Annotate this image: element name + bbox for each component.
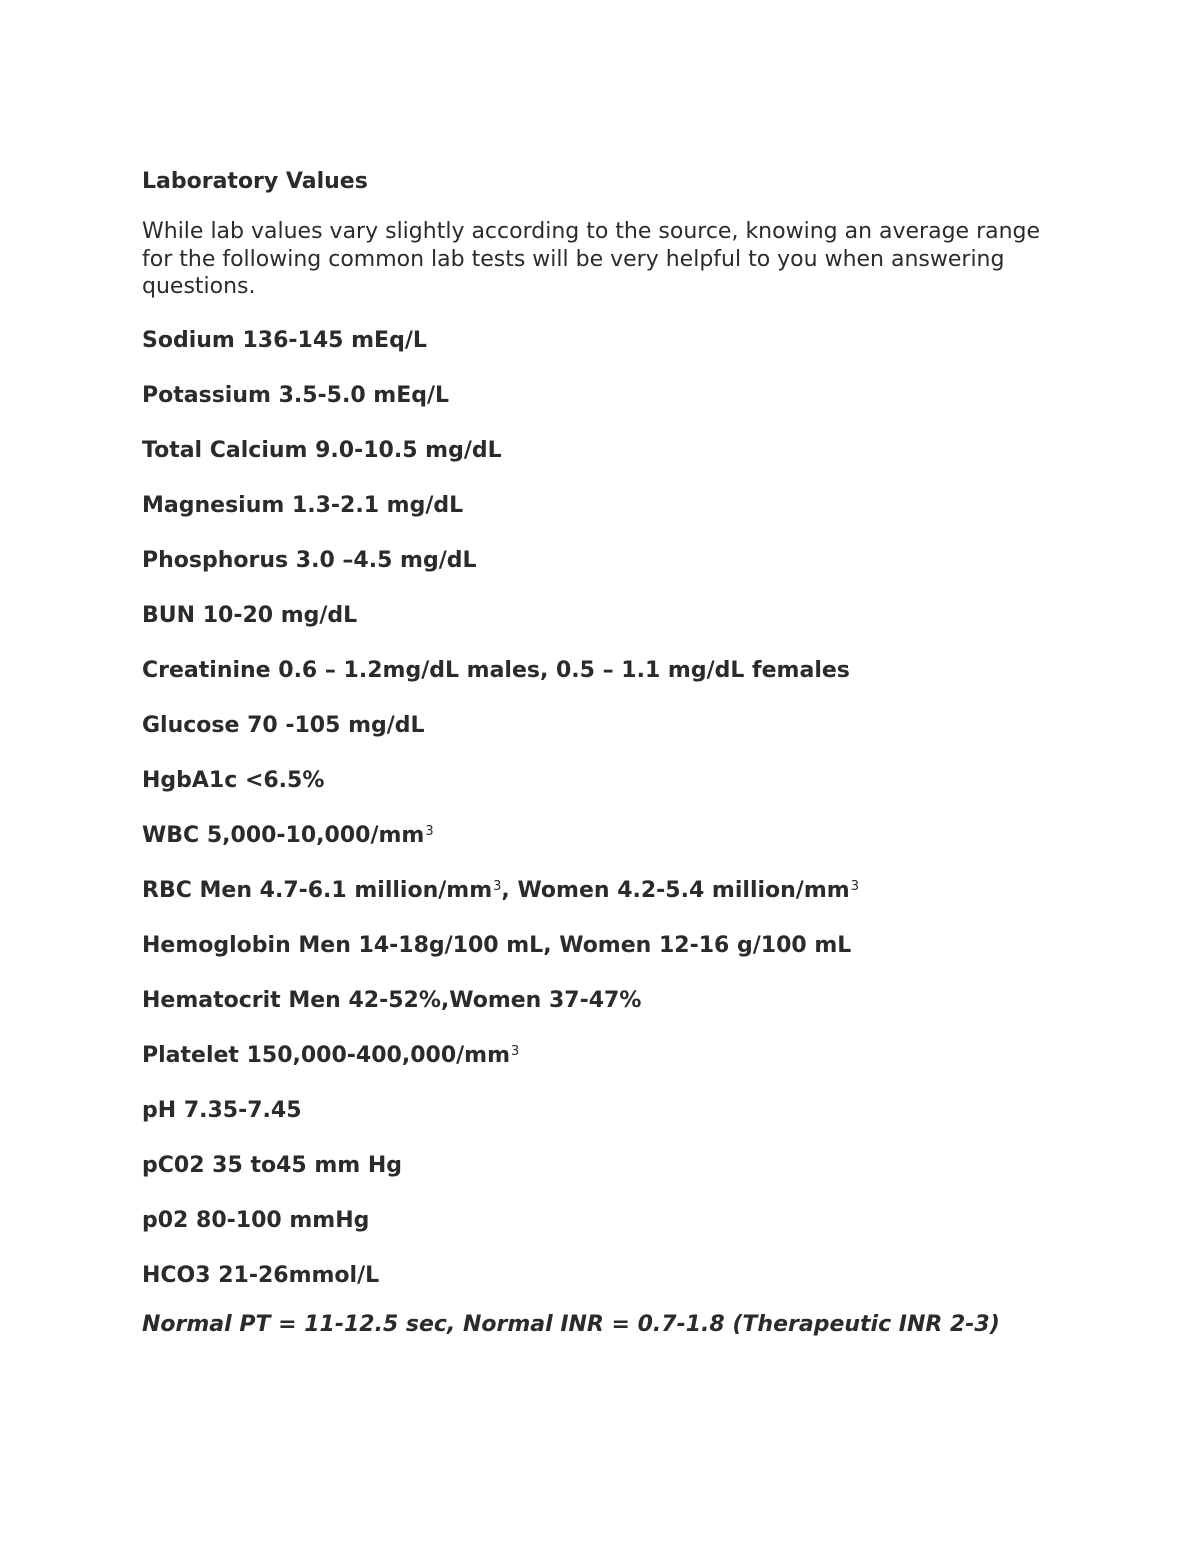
lab-value-calcium: Total Calcium 9.0-10.5 mg/dL	[142, 437, 502, 463]
lab-value-creatinine: Creatinine 0.6 – 1.2mg/dL males, 0.5 – 1.1 mg/dL females	[142, 657, 850, 683]
lab-value-hematocrit: Hematocrit Men 42-52%,Women 37-47%	[142, 987, 642, 1013]
platelet-superscript: 3	[511, 1043, 520, 1059]
lab-value-hemoglobin: Hemoglobin Men 14-18g/100 mL, Women 12-16 g/100 mL	[142, 932, 852, 958]
wbc-text: WBC 5,000-10,000/mm	[142, 822, 425, 848]
lab-value-wbc	[142, 821, 1042, 851]
lab-value-hco3: HCO3 21-26mmol/L	[142, 1262, 380, 1288]
lab-value-po2: p02 80-100 mmHg	[142, 1207, 370, 1233]
lab-value-ph: pH 7.35-7.45	[142, 1097, 302, 1123]
lab-value-platelet	[142, 1041, 1042, 1071]
document-title: Laboratory Values	[142, 169, 368, 194]
lab-value-sodium: Sodium 136-145 mEq/L	[142, 327, 427, 353]
lab-value-pco2: pC02 35 to45 mm Hg	[142, 1152, 403, 1178]
platelet-text: Platelet 150,000-400,000/mm	[142, 1042, 511, 1068]
wbc-superscript: 3	[425, 823, 434, 839]
document-page	[142, 166, 1042, 1338]
lab-value-glucose: Glucose 70 -105 mg/dL	[142, 712, 425, 738]
intro-paragraph: While lab values vary slightly according to the source, knowing an average range for the following common lab tests will be very helpful to you when answering questions.	[142, 219, 1041, 299]
rbc-text-women: , Women 4.2-5.4 million/mm	[501, 877, 850, 903]
coagulation-note: Normal PT = 11-12.5 sec, Normal INR = 0.7-1.8 (Therapeutic INR 2-3)	[142, 1311, 1000, 1337]
lab-values-list	[142, 326, 1042, 1291]
rbc-superscript-women: 3	[850, 878, 859, 894]
lab-value-magnesium: Magnesium 1.3-2.1 mg/dL	[142, 492, 464, 518]
lab-value-hgba1c: HgbA1c <6.5%	[142, 767, 325, 793]
rbc-text-men: RBC Men 4.7-6.1 million/mm	[142, 877, 493, 903]
lab-value-potassium: Potassium 3.5-5.0 mEq/L	[142, 382, 450, 408]
lab-value-bun: BUN 10-20 mg/dL	[142, 602, 358, 628]
rbc-superscript-men: 3	[493, 878, 502, 894]
lab-value-phosphorus: Phosphorus 3.0 –4.5 mg/dL	[142, 547, 477, 573]
lab-value-rbc	[142, 876, 1042, 906]
